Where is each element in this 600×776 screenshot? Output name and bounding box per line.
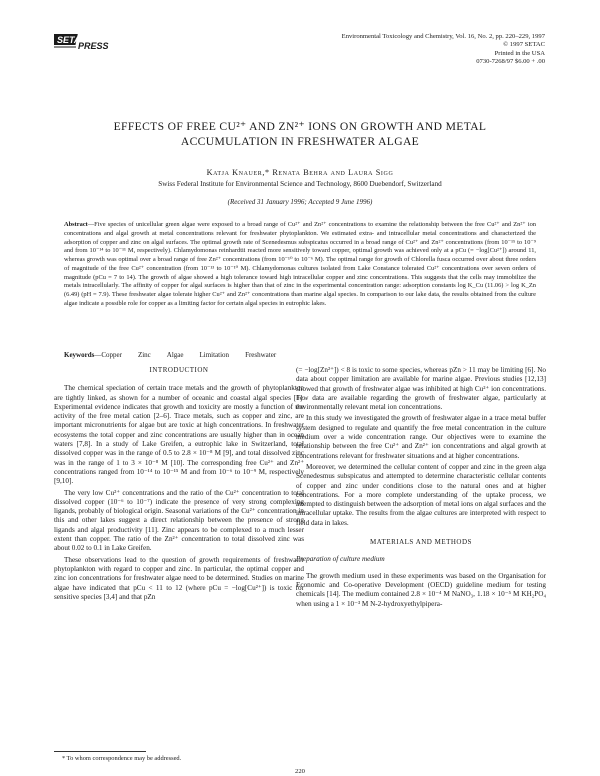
abstract-label: Abstract bbox=[64, 221, 88, 228]
journal-citation: Environmental Toxicology and Chemistry, Vol. 16, No. 2, pp. 220–229, 1997 bbox=[341, 33, 545, 40]
keywords bbox=[64, 351, 276, 359]
paragraph: The growth medium used in these experiments was based on the Organisation for Economic and Co-operative Development (OECD) guideline medium for testing chemicals [14]. The medium contained 2.8 × 10⁻⁴ M NaNO₃, 1.18 × 10⁻⁵ M KH₂PO₄ when using a 1 × 10⁻³ M N-2-hydroxyethylpipera- bbox=[296, 571, 546, 608]
paragraph: (= −log[Zn²⁺]) < 8 is toxic to some species, whereas pZn > 11 may be limiting [6]. No data about copper limitation are available for marine algae. Previous studies [12,13] showed that growth of freshwater algae was inhibited at high Cu²⁺ ion concentrations. Few data are available regarding the growth of freshwater algae, particularly at environmentally relevant metal ion concentrations. bbox=[296, 366, 546, 412]
paragraph: In this study we investigated the growth of freshwater algae in a trace metal buffer system designed to regulate and quantify the free metal concentration in the culture medium over a wide concentration range. Our objectives were to examine the relationship between the free Cu²⁺ and Zn²⁺ ion concentrations and algal growth at concentrations relevant for freshwater situations and at higher concentrations. bbox=[296, 414, 546, 460]
section-heading-materials-methods: MATERIALS AND METHODS bbox=[370, 538, 472, 547]
svg-text:PRESS: PRESS bbox=[78, 41, 109, 51]
footnote-rule bbox=[54, 751, 146, 752]
journal-info bbox=[342, 33, 545, 66]
keyword: Limitation bbox=[199, 351, 230, 359]
right-column bbox=[296, 366, 546, 611]
paragraph: These observations lead to the question of growth requirements of freshwater phytoplankton with regard to copper and zinc. In particular, the optimal copper and zinc ion concentrations for freshwater algae need to be determined. Studies on marine algae have indicated that pCu < 11 to 12 (where pCu = −log[Cu²⁺]) is toxic for sensitive species [3,4] and that pZn bbox=[54, 555, 304, 601]
subsection-heading: Preparation of culture medium bbox=[296, 555, 385, 564]
keyword: Freshwater bbox=[245, 351, 277, 359]
svg-text:SETAC: SETAC bbox=[57, 35, 87, 45]
page-number: 220 bbox=[295, 768, 305, 775]
abstract bbox=[64, 221, 536, 309]
issn: 0730-7268/97 $6.00 + .00 bbox=[476, 57, 545, 65]
author-list: Katja Knauer,* Renata Behra and Laura Sigg bbox=[206, 168, 394, 177]
title-line-1: EFFECTS OF FREE CU²⁺ AND ZN²⁺ IONS ON GROWTH AND METAL bbox=[113, 120, 487, 133]
section-heading-introduction: INTRODUCTION bbox=[149, 366, 209, 374]
paper-title bbox=[40, 119, 560, 149]
printed-in: Printed in the USA bbox=[494, 49, 545, 57]
abstract-text: —Five species of unicellular green algae were exposed to a broad range of Cu²⁺ and Zn²⁺ concentrations to examine the relationship between the free Cu²⁺ and Zn²⁺ ion concentrations and algal growth at metal concentrations relevant for freshwater phytoplankton. We estimated extra- and intracellular metal concentrations and characterized the adsorption of copper and zinc on algal surfaces. The optimal growth rate of Scenedesmus subspicatus occurred in a broad range of Cu²⁺ and Zn²⁺ concentrations (from 10⁻¹⁵ to 10⁻⁹ and from 10⁻¹⁴ to 10⁻¹¹ M, respectively). Chlamydomonas reinhardtii reacted more sensitively toward copper, optimal growth was achieved only at a pCu (= −log[Cu²⁺]) around 11, whereas growth was optimal over a broad range of free Zn²⁺ concentrations (from 10⁻¹⁰ to 10⁻⁶ M). The optimal range for growth of Chlorella fusca occurred over about three orders of magnitude of the free Cu²⁺ concentration (from 10⁻¹³ to 10⁻¹⁰ M). Chlamydomonas cultures isolated from Lake Constance tolerated Cu²⁺ concentrations over seven orders of magnitude (pCu = 7 to 14). The growth of algae showed a high tolerance toward high intracellular copper and zinc concentrations. This suggests that the cells may immobilize the metals intracellularly. The affinity of copper for algal surfaces is higher than that of zinc in the experimental concentration range: adsorption constants log K_Cu (11.06) > log K_Zn (6.49) (pH = 7.9). These freshwater algae tolerate higher Cu²⁺ and Zn²⁺ concentrations than marine algal species. In comparison to our lake data, the results obtained from the culture algae indicate a possible role for copper as a limiting factor for certain algal species in eutrophic lakes. bbox=[64, 221, 536, 307]
copyright: © 1997 SETAC bbox=[503, 41, 545, 49]
received-dates: (Received 31 January 1996; Accepted 9 June 1996) bbox=[227, 198, 373, 206]
keywords-label: Keywords bbox=[64, 351, 95, 359]
left-column bbox=[54, 362, 304, 604]
keyword: —Copper bbox=[94, 351, 122, 359]
keyword: Algae bbox=[166, 351, 184, 359]
paragraph: The chemical speciation of certain trace metals and the growth of phytoplankton are tightly linked, as shown for a number of oceanic and coastal algal species [1]. Experimental evidence indicates that growth and toxicity are mostly a function of the activity of the free metal cation [2–6]. Trace metals, such as copper and zinc, are important micronutrients for algae but are toxic at high concentrations. In freshwater ecosystems the total copper and zinc concentrations are usually higher than in ocean waters [7,8]. In a study of Lake Greifen, a eutrophic lake in Switzerland, total dissolved copper was in the range of 0.5 to 2.8 × 10⁻⁸ M [9], and total dissolved zinc was in the range of 1 to 3 × 10⁻⁸ M [10]. The corresponding free Cu²⁺ and Zn²⁺ concentrations ranged from 10⁻¹⁴ to 10⁻¹⁵ M and from 10⁻⁶ to 10⁻⁹ M, respectively [9,10]. bbox=[54, 384, 304, 486]
title-line-2: ACCUMULATION IN FRESHWATER ALGAE bbox=[180, 135, 420, 148]
setac-press-logo bbox=[54, 33, 112, 51]
keyword: Zinc bbox=[137, 351, 151, 359]
paragraph: Moreover, we determined the cellular content of copper and zinc in the green alga Scenedesmus subspicatus and attempted to determine characteristic cellular contents of copper and zinc under conditions close to the natural ones and at higher concentrations. For a more complete understanding of the uptake process, we attempted to distinguish between the adsorption of metal ions on algal surfaces and the intracellular uptake. The results from the algae cultures are interpreted with respect to field data in lakes. bbox=[296, 462, 546, 527]
footnote: * To whom correspondence may be addressed. bbox=[62, 755, 182, 762]
affiliation: Swiss Federal Institute for Environmental Science and Technology, 8600 Duebendorf, Switzerland bbox=[158, 180, 442, 188]
paragraph: The very low Cu²⁺ concentrations and the ratio of the Cu²⁺ concentration to total dissolved copper (10⁻⁶ to 10⁻⁷) indicate the presence of very strong complexing ligands, probably of biological origin. Seasonal variations of the Cu²⁺ concentration in this and other lakes suggest a direct relationship between the presence of strong ligands and algal productivity [11]. Zinc appears to be complexed to a much lesser extent than copper. The ratio of the Zn²⁺ concentration to total dissolved zinc was about 0.02 to 0.1 in Lake Greifen. bbox=[54, 488, 304, 553]
